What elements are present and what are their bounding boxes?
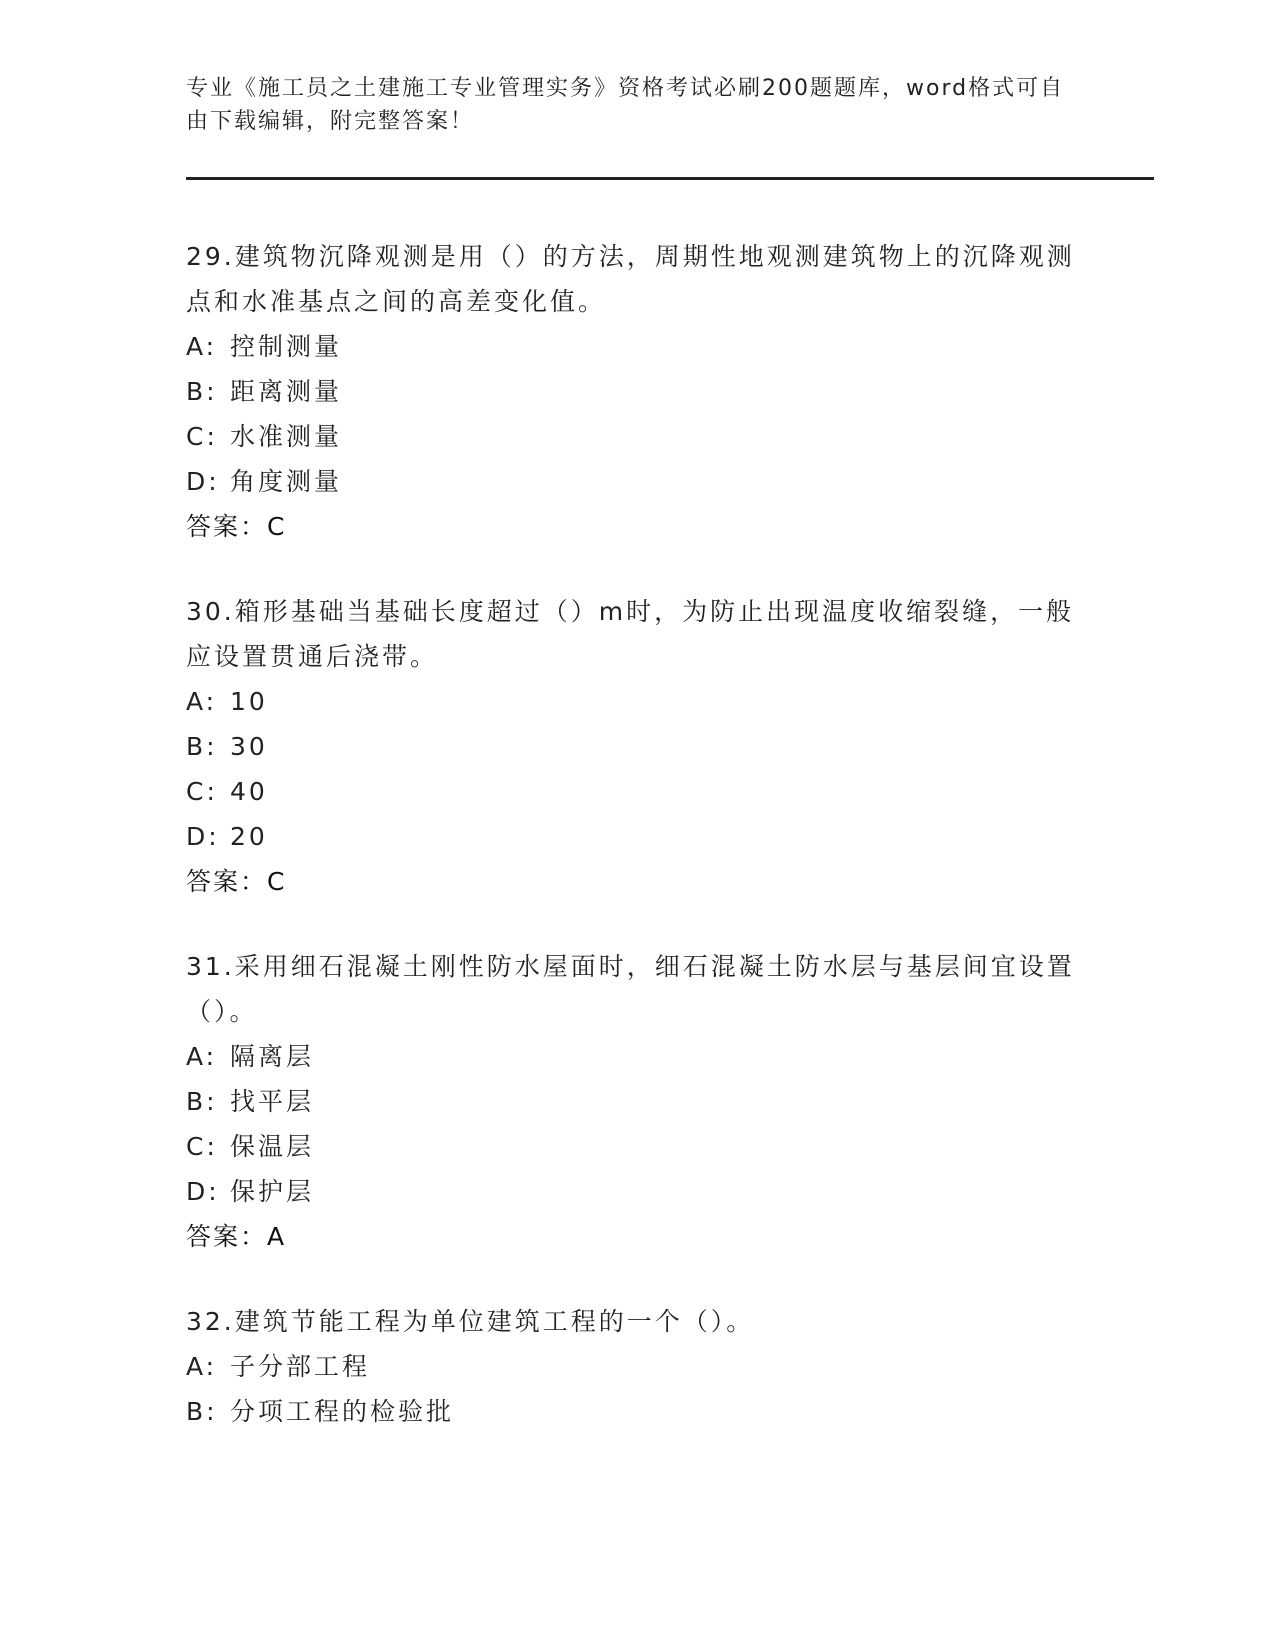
option-text: 子分部工程 [230, 1352, 371, 1381]
answer-line: 答案：A [186, 1222, 287, 1251]
option-text: 10 [230, 687, 268, 716]
question-stem: 29.建筑物沉降观测是用（）的方法，周期性地观测建筑物上的沉降观测点和水准基点之间的高差变化值。 [186, 242, 1075, 316]
option-text: 隔离层 [230, 1042, 315, 1071]
option-text: 角度测量 [230, 467, 343, 496]
option-b [186, 1389, 1086, 1434]
option-key: A: [186, 332, 218, 361]
option-key: A: [186, 1352, 218, 1381]
question-list [186, 234, 1086, 1474]
option-key: A: [186, 687, 218, 716]
option-c [186, 769, 1086, 814]
option-d [186, 1169, 1086, 1214]
option-key: B: [186, 1397, 218, 1426]
option-a [186, 1344, 1086, 1389]
option-text: 20 [230, 822, 268, 851]
option-text: 40 [230, 777, 268, 806]
option-key: B: [186, 1087, 218, 1116]
question-31 [186, 944, 1086, 1259]
option-key: D: [186, 1177, 220, 1206]
option-key: C: [186, 422, 218, 451]
option-a [186, 679, 1086, 724]
header-divider [186, 177, 1154, 180]
option-key: B: [186, 732, 218, 761]
question-stem: 32.建筑节能工程为单位建筑工程的一个（）。 [186, 1307, 755, 1336]
option-text: 水准测量 [230, 422, 343, 451]
option-d [186, 459, 1086, 504]
question-30 [186, 589, 1086, 904]
option-text: 30 [230, 732, 268, 761]
question-32 [186, 1299, 1086, 1434]
question-stem: 30.箱形基础当基础长度超过（）m时，为防止出现温度收缩裂缝，一般应设置贯通后浇带。 [186, 597, 1075, 671]
option-b [186, 1079, 1086, 1124]
option-a [186, 324, 1086, 369]
option-key: D: [186, 467, 220, 496]
option-key: B: [186, 377, 218, 406]
option-key: C: [186, 777, 218, 806]
option-b [186, 369, 1086, 414]
option-key: D: [186, 822, 220, 851]
option-c [186, 414, 1086, 459]
option-c [186, 1124, 1086, 1169]
option-a [186, 1034, 1086, 1079]
option-text: 距离测量 [230, 377, 343, 406]
option-text: 保温层 [230, 1132, 315, 1161]
option-b [186, 724, 1086, 769]
document-header: 专业《施工员之土建施工专业管理实务》资格考试必刷200题题库，word格式可自由下载编辑，附完整答案！ [186, 76, 1065, 134]
answer-line: 答案：C [186, 867, 287, 896]
option-d [186, 814, 1086, 859]
option-text: 分项工程的检验批 [230, 1397, 455, 1426]
answer-line: 答案：C [186, 512, 287, 541]
question-29 [186, 234, 1086, 549]
question-stem: 31.采用细石混凝土刚性防水屋面时，细石混凝土防水层与基层间宜设置（）。 [186, 952, 1075, 1026]
option-text: 控制测量 [230, 332, 343, 361]
option-text: 找平层 [230, 1087, 315, 1116]
option-key: C: [186, 1132, 218, 1161]
option-text: 保护层 [230, 1177, 315, 1206]
option-key: A: [186, 1042, 218, 1071]
